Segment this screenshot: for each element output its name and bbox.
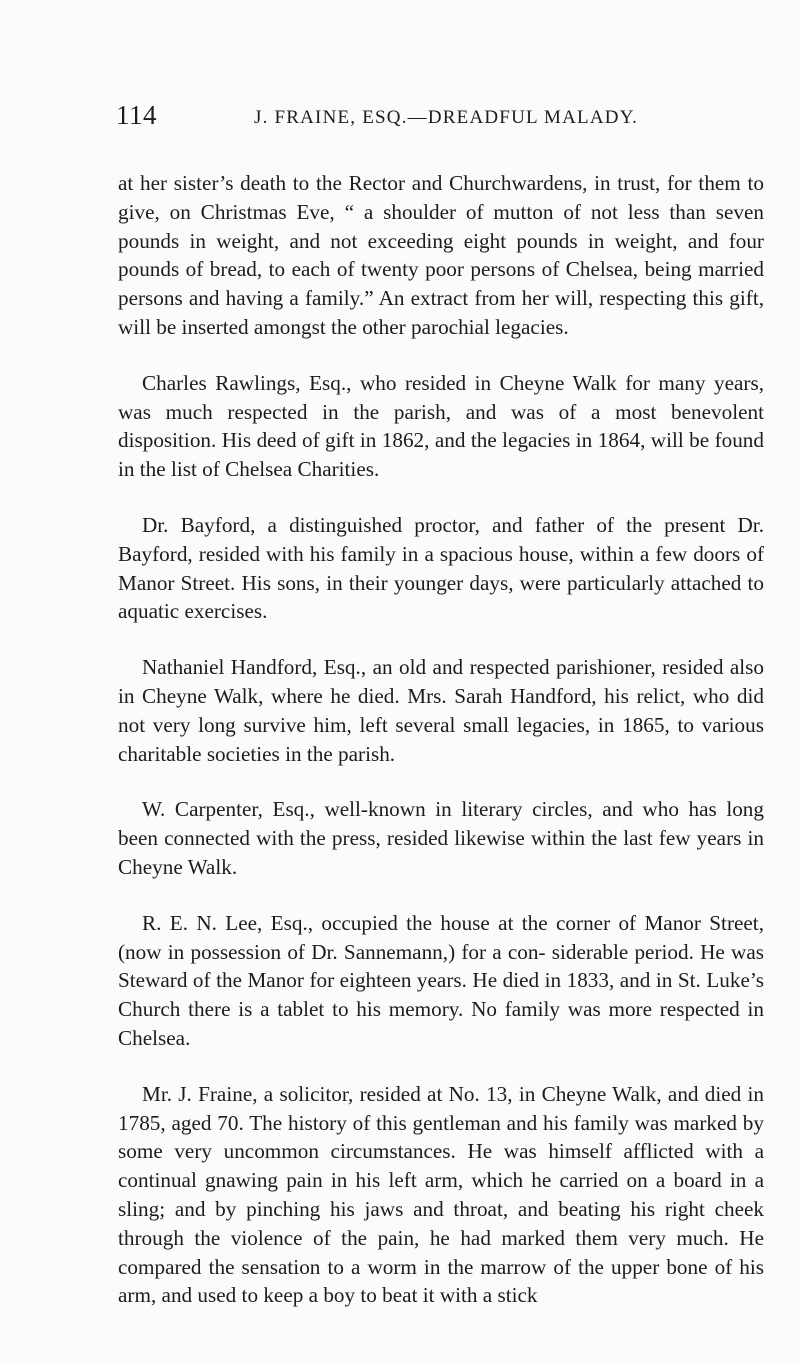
paragraph-j-fraine: Mr. J. Fraine, a solicitor, resided at No. 13, in Cheyne Walk, and died in 1785, aged 70. The history of this gentleman and his family was marked by some very uncommon circumstances. He was himself afflicted with a continual gnawing pain in his left arm, which he carried on a board in a sling; and by pinching his jaws and throat, and beating his right cheek through the violence of the pain, he had marked them very much. He compared the sensation to a worm in the marrow of the upper bone of his arm, and used to keep a boy to beat it with a stick xyxy=(118,1081,764,1308)
body-text xyxy=(118,169,764,1337)
paragraph-ren-lee: R. E. N. Lee, Esq., occupied the house at the corner of Manor Street, (now in possession of Dr. Sannemann,) for a con- siderable period. He was Steward of the Manor for eighteen years. He died in 1833, and in St. Luke’s Church there is a tablet to his memory. No family was more respected in Chelsea. xyxy=(118,910,764,1050)
paragraph-nathaniel-handford: Nathaniel Handford, Esq., an old and respected parishioner, resided also in Cheyne Walk, where he died. Mrs. Sarah Handford, his relict, who did not very long survive him, left several small legacies, in 1865, to various charitable societies in the parish. xyxy=(118,655,764,766)
running-head xyxy=(116,100,756,140)
paragraph-charles-rawlings: Charles Rawlings, Esq., who resided in Cheyne Walk for many years, was much respected in the parish, and was of a most benevolent disposition. His deed of gift in 1862, and the legacies in 1864, will be found in the list of Chelsea Charities. xyxy=(118,370,764,482)
paragraph-sister-bequest: at her sister’s death to the Rector and Churchwardens, in trust, for them to give, on Christmas Eve, “ a shoulder of mutton of not less than seven pounds in weight, and not exceeding eight pounds in weight, and four pounds of bread, to each of twenty poor persons of Chelsea, being married persons and having a family.” An extract from her will, respecting this gift, will be inserted amongst the other parochial legacies. xyxy=(118,171,764,339)
paragraph-dr-bayford: Dr. Bayford, a distinguished proctor, and father of the present Dr. Bayford, resided with his family in a spacious house, within a few doors of Manor Street. His sons, in their younger days, were particularly attached to aquatic exercises. xyxy=(118,512,764,624)
page-number: 114 xyxy=(116,100,157,130)
running-title: J. FRAINE, ESQ.—DREADFUL MALADY. xyxy=(254,107,639,128)
paragraph-w-carpenter: W. Carpenter, Esq., well-known in literary circles, and who has long been connected with the press, resided likewise within the last few years in Cheyne Walk. xyxy=(118,797,764,879)
